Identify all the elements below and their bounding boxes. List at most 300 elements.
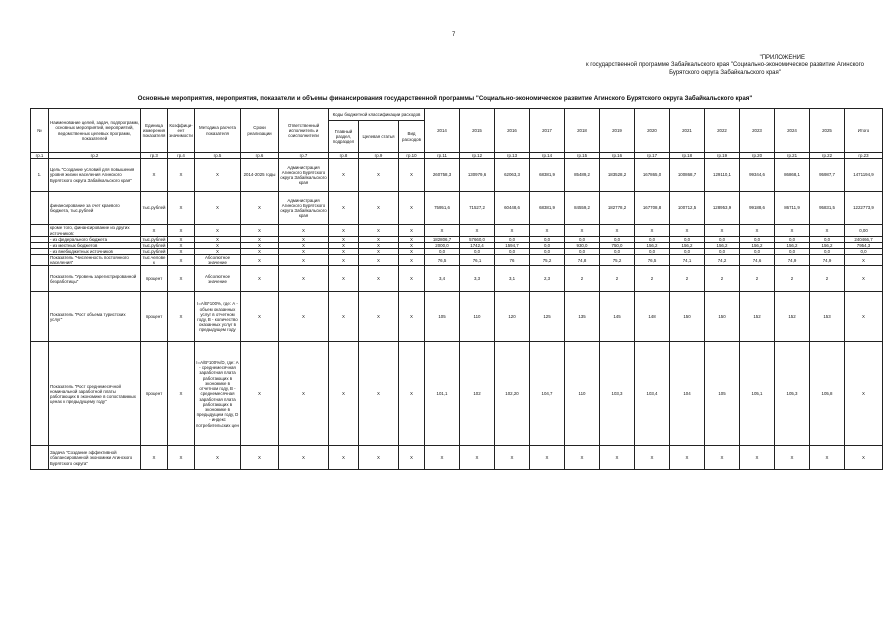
table-cell: 120 <box>495 292 530 342</box>
table-cell: Х <box>329 292 359 342</box>
table-cell: 110 <box>565 342 600 446</box>
table-cell: 104,7 <box>530 342 565 446</box>
table-cell: 0,0 <box>845 249 883 255</box>
table-row <box>31 266 883 292</box>
table-cell: 2 <box>565 266 600 292</box>
table-cell: Х <box>530 446 565 470</box>
table-cell <box>31 192 49 225</box>
table-cell: Х <box>279 225 329 237</box>
table-cell: Показатель "Рост объема туристских услуг" <box>49 292 141 342</box>
table-cell: - из федерального бюджета <box>49 237 141 243</box>
table-cell: 99344,6 <box>740 159 775 192</box>
table-cell: процент <box>141 292 168 342</box>
table-cell: Х <box>241 243 279 249</box>
table-cell: 76,5 <box>635 255 670 266</box>
table-cell: Х <box>195 237 241 243</box>
table-cell: Х <box>168 446 195 470</box>
table-row <box>31 255 883 266</box>
table-cell: 0,0 <box>530 237 565 243</box>
table-cell: 152 <box>740 292 775 342</box>
table-cell: Задача "Создание эффективной сбалансированной экономики Агинского Бурятского округа" <box>49 446 141 470</box>
table-cell: 1742,4 <box>460 243 495 249</box>
column-number-cell: гр.20 <box>740 153 775 159</box>
table-cell: 0,0 <box>600 237 635 243</box>
table-cell: 2 <box>635 266 670 292</box>
table-cell: Цель "Создание условий для повышения уровня жизни населения Агинского Бурятского округа Забайкальского края" <box>49 159 141 192</box>
table-cell: Х <box>241 446 279 470</box>
table-cell: Х <box>329 237 359 243</box>
table-cell: Х <box>329 192 359 225</box>
document-title: Основные мероприятия, мероприятия, показатели и объемы финансирования государственной программы "Социально-экономическое развитие Агинского Бурятского округа Забайкальского края" <box>137 95 753 102</box>
header-code-type: Вид расходов <box>399 121 425 153</box>
table-cell: Х <box>241 192 279 225</box>
table-cell: Х <box>399 446 425 470</box>
table-cell: 145 <box>600 292 635 342</box>
table-cell: Х <box>845 446 883 470</box>
column-number-cell: гр.6 <box>241 153 279 159</box>
table-cell: 100868,7 <box>670 159 705 192</box>
table-cell: Х <box>425 225 460 237</box>
header-codes: Коды бюджетной классификации расходов <box>329 109 425 121</box>
table-cell: Х <box>195 192 241 225</box>
table-cell: Х <box>399 237 425 243</box>
column-number-cell: гр.14 <box>530 153 565 159</box>
header-year: 2024 <box>775 109 810 153</box>
table-cell: 3,3 <box>460 266 495 292</box>
table-cell: 125 <box>530 292 565 342</box>
header-name: Наименование целей, задач, подпрограмм, основных мероприятий, мероприятий, ведомственных целевых программ, показателей <box>49 109 141 153</box>
table-cell: Х <box>329 266 359 292</box>
table-cell: 0,0 <box>530 249 565 255</box>
header-method: Методика расчета показателя <box>195 109 241 153</box>
table-cell: 3,4 <box>425 266 460 292</box>
table-cell: Х <box>168 237 195 243</box>
column-number-cell: гр.3 <box>141 153 168 159</box>
table-cell: Х <box>495 225 530 237</box>
table-cell: Абсолютное значение <box>195 266 241 292</box>
table-cell: Х <box>740 446 775 470</box>
appendix-text: к государственной программе Забайкальского края "Социально-экономическое развитие Агинского Бурятского округа Забайкальского края" <box>585 62 865 76</box>
table-cell: Х <box>241 225 279 237</box>
table-cell: 100712,5 <box>670 192 705 225</box>
column-number-cell: гр.4 <box>168 153 195 159</box>
header-responsible: Ответственный исполнитель и соисполнители <box>279 109 329 153</box>
table-cell: 2 <box>775 266 810 292</box>
table-cell: 76,1 <box>460 255 495 266</box>
table-cell: 102,20 <box>495 342 530 446</box>
table-cell: Х <box>359 249 399 255</box>
table-cell: Х <box>399 159 425 192</box>
table-cell: 0,0 <box>460 249 495 255</box>
table-cell: 68381,9 <box>530 159 565 192</box>
table-cell: 240466,7 <box>845 237 883 243</box>
header-year: 2021 <box>670 109 705 153</box>
table-cell: Х <box>168 249 195 255</box>
table-cell: Х <box>399 255 425 266</box>
table-cell: 0,0 <box>775 237 810 243</box>
table-cell: 0,0 <box>635 237 670 243</box>
table-cell: Х <box>279 243 329 249</box>
column-number-cell: гр.15 <box>565 153 600 159</box>
table-cell: процент <box>141 266 168 292</box>
header-year: 2022 <box>705 109 740 153</box>
table-cell: 3,1 <box>495 266 530 292</box>
table-cell: 0,0 <box>670 249 705 255</box>
table-cell: 74,9 <box>775 255 810 266</box>
table-cell: 105 <box>705 342 740 446</box>
table-cell: 85489,2 <box>565 159 600 192</box>
table-cell <box>31 266 49 292</box>
table-cell: 84559,2 <box>565 192 600 225</box>
header-year: 2019 <box>600 109 635 153</box>
table-cell: тыс.рублей <box>142 237 166 242</box>
table-cell: Х <box>168 292 195 342</box>
column-number-cell: гр.21 <box>775 153 810 159</box>
table-cell: 75951,6 <box>425 192 460 225</box>
column-number-cell: гр.8 <box>329 153 359 159</box>
table-cell: 153 <box>810 292 845 342</box>
table-cell: Х <box>329 243 359 249</box>
table-row <box>31 225 883 237</box>
table-cell: 156,2 <box>775 243 810 249</box>
column-number-cell: гр.7 <box>279 153 329 159</box>
column-number-cell: гр.17 <box>635 153 670 159</box>
table-cell: 68381,9 <box>530 192 565 225</box>
table-cell: Х <box>845 255 883 266</box>
table-cell: 0,0 <box>810 249 845 255</box>
table-cell: Х <box>195 225 241 237</box>
table-row <box>31 292 883 342</box>
header-year: 2020 <box>635 109 670 153</box>
table-cell: Х <box>359 255 399 266</box>
header-year: 2025 <box>810 109 845 153</box>
table-cell: 0,0 <box>705 249 740 255</box>
table-cell: Х <box>279 342 329 446</box>
column-number-cell: гр.19 <box>705 153 740 159</box>
table-cell: 102 <box>460 342 495 446</box>
table-cell: 0,0 <box>740 237 775 243</box>
column-number-cell: гр.13 <box>495 153 530 159</box>
table-cell: Х <box>329 446 359 470</box>
table-cell: - из местных бюджетов <box>49 243 141 249</box>
table-cell: 62063,3 <box>495 159 530 192</box>
table-cell <box>31 342 49 446</box>
table-cell: 2 <box>670 266 705 292</box>
table-cell: 105,1 <box>740 342 775 446</box>
table-cell: 750,0 <box>600 243 635 249</box>
table-cell: Показатель "Рост среднемесячной номинальной заработной платы работающих в экономике в сопоставимых ценах к предыдущему году" <box>49 342 141 446</box>
table-cell: 105,8 <box>810 342 845 446</box>
table-cell: Х <box>168 159 195 192</box>
table-cell: Х <box>399 249 425 255</box>
table-cell: Х <box>195 243 241 249</box>
table-cell: кроме того, финансирование из других источников: <box>49 225 141 237</box>
table-cell: 110 <box>460 292 495 342</box>
program-table <box>30 108 883 470</box>
table-cell: Администрация Агинского Бурятского округа Забайкальского края <box>279 192 329 225</box>
table-cell: Х <box>241 255 279 266</box>
header-year: 2023 <box>740 109 775 153</box>
table-cell: 74,8 <box>565 255 600 266</box>
column-number-cell: гр.5 <box>195 153 241 159</box>
header-term: Сроки реализации <box>241 109 279 153</box>
table-cell: 105 <box>425 292 460 342</box>
table-cell: Х <box>670 446 705 470</box>
table-cell: Х <box>810 446 845 470</box>
table-cell: Х <box>399 192 425 225</box>
table-cell: Х <box>241 237 279 243</box>
header-year: 2014 <box>425 109 460 153</box>
table-cell: Х <box>565 446 600 470</box>
table-cell: 71527,2 <box>460 192 495 225</box>
page-number: 7 <box>452 32 456 38</box>
table-cell: 167865,0 <box>635 159 670 192</box>
table-cell: Х <box>329 249 359 255</box>
table-cell: 156,2 <box>705 243 740 249</box>
table-cell: 76 <box>495 255 530 266</box>
table-cell: Абсолютное значение <box>195 255 241 266</box>
table-cell: 1. <box>31 159 49 192</box>
table-cell: Х <box>359 292 399 342</box>
table-cell: Х <box>168 342 195 446</box>
table-cell: Х <box>279 266 329 292</box>
table-cell: Х <box>705 446 740 470</box>
table-cell: Х <box>359 237 399 243</box>
table-cell: Х <box>359 446 399 470</box>
table-cell: 0,00 <box>845 225 883 237</box>
table-cell: 2000,0 <box>425 243 460 249</box>
table-cell: 57660,0 <box>460 237 495 243</box>
header-year: 2016 <box>495 109 530 153</box>
table-cell: Администрация Агинского Бурятского округа Забайкальского края <box>279 159 329 192</box>
table-cell: I=A/B*100%/D, где: А - среднемесячная заработная плата работающих в экономике в отчетном году, В - среднемесячная заработная плата работающих в экономике в предыдущем году, D - индекс потребительских цен <box>195 342 241 446</box>
table-cell: Х <box>460 225 495 237</box>
table-cell: 150 <box>670 292 705 342</box>
table-cell: Х <box>195 249 241 255</box>
table-cell: 0,0 <box>775 249 810 255</box>
table-cell: 86868,1 <box>775 159 810 192</box>
table-cell: Х <box>845 292 883 342</box>
table-cell: Х <box>359 342 399 446</box>
table-cell: тыс.рублей <box>142 249 166 254</box>
table-cell: 1471194,9 <box>845 159 883 192</box>
header-unit: Единица измерения показателя <box>141 109 168 153</box>
table-cell: 0,0 <box>495 237 530 243</box>
table-cell: Х <box>195 159 241 192</box>
header-num: № <box>31 109 49 153</box>
table-cell: Х <box>279 237 329 243</box>
table-cell: 0,0 <box>425 249 460 255</box>
table-cell: 182778,2 <box>600 192 635 225</box>
table-cell: 156,2 <box>740 243 775 249</box>
table-cell: 99188,6 <box>740 192 775 225</box>
table-cell: Показатель "Уровень зарегистрированной безработицы" <box>49 266 141 292</box>
table-cell: тыс.рублей <box>141 192 168 225</box>
table-cell: 74,1 <box>670 255 705 266</box>
table-cell: 103,4 <box>635 342 670 446</box>
column-number-cell: гр.12 <box>460 153 495 159</box>
table-cell: Х <box>670 225 705 237</box>
table-cell: Х <box>845 266 883 292</box>
table-cell: 0,0 <box>635 249 670 255</box>
table-cell: финансирование за счет краевого бюджета, тыс.рублей <box>49 192 141 225</box>
table-cell: Х <box>399 342 425 446</box>
table-cell: Х <box>241 249 279 255</box>
table-cell: 76,5 <box>425 255 460 266</box>
table-cell: Х <box>279 446 329 470</box>
table-cell: Х <box>530 225 565 237</box>
table-cell: Х <box>460 446 495 470</box>
table-cell: 86711,9 <box>775 192 810 225</box>
table-cell: 0,0 <box>530 243 565 249</box>
column-number-cell: гр.1 <box>31 153 49 159</box>
table-cell <box>31 225 49 237</box>
table-cell: 2014-2025 годы <box>241 159 279 192</box>
table-cell: 95987,7 <box>810 159 845 192</box>
table-cell: 2 <box>705 266 740 292</box>
table-cell: Показатель "Численность постоянного населения" <box>49 255 141 266</box>
table-cell: 0,0 <box>740 249 775 255</box>
table-cell: 0,0 <box>565 237 600 243</box>
table-cell: Х <box>399 266 425 292</box>
table-cell: 0,0 <box>600 249 635 255</box>
table-cell: 1594,7 <box>495 243 530 249</box>
table-cell: 150 <box>705 292 740 342</box>
table-cell: Х <box>399 292 425 342</box>
column-number-cell: гр.23 <box>845 153 883 159</box>
table-cell: Х <box>600 225 635 237</box>
table-cell: 0,0 <box>705 237 740 243</box>
table-cell <box>31 255 49 266</box>
table-cell: Х <box>495 446 530 470</box>
table-cell: 74,9 <box>810 255 845 266</box>
table-cell: Х <box>241 266 279 292</box>
table-cell: 2 <box>810 266 845 292</box>
table-cell: Х <box>359 159 399 192</box>
table-cell: Х <box>635 225 670 237</box>
table-cell: Х <box>168 266 195 292</box>
table-cell: 135 <box>565 292 600 342</box>
table-cell: 156,2 <box>670 243 705 249</box>
table-cell: Х <box>425 446 460 470</box>
column-number-cell: гр.9 <box>359 153 399 159</box>
table-cell: Х <box>329 159 359 192</box>
table-cell: 75,2 <box>600 255 635 266</box>
table-cell: Х <box>399 243 425 249</box>
table-cell: 128953,9 <box>705 192 740 225</box>
header-year: 2015 <box>460 109 495 153</box>
table-row <box>31 159 883 192</box>
table-cell: 75,2 <box>530 255 565 266</box>
table-cell: Х <box>141 446 168 470</box>
table-cell: 156,2 <box>635 243 670 249</box>
table-cell: Х <box>600 446 635 470</box>
header-code-target: Целевая статья <box>359 121 399 153</box>
table-cell: 105,3 <box>775 342 810 446</box>
table-cell: 182806,7 <box>425 237 460 243</box>
column-number-cell: гр.18 <box>670 153 705 159</box>
table-cell: 2 <box>600 266 635 292</box>
table-cell: Х <box>329 342 359 446</box>
column-number-cell: гр.22 <box>810 153 845 159</box>
table-cell: процент <box>141 342 168 446</box>
table-cell: 74,2 <box>705 255 740 266</box>
table-cell: 167708,8 <box>635 192 670 225</box>
table-row <box>31 342 883 446</box>
table-cell: 1222773,9 <box>845 192 883 225</box>
table-cell: 74,6 <box>740 255 775 266</box>
table-cell: Х <box>279 255 329 266</box>
header-code-main: Главный раздел, подраздел <box>329 121 359 153</box>
table-cell: Х <box>740 225 775 237</box>
table-cell: 104 <box>670 342 705 446</box>
table-cell: Х <box>329 225 359 237</box>
table-cell: Х <box>168 243 195 249</box>
table-cell: I=A/B*100%, где: А - объем оказанных услуг в отчетном году, В - количество оказанных услуг в предыдущем году <box>195 292 241 342</box>
header-year: 2017 <box>530 109 565 153</box>
column-number-cell: гр.10 <box>399 153 425 159</box>
table-cell: Х <box>141 159 168 192</box>
table-cell: Х <box>359 266 399 292</box>
appendix-note <box>575 55 875 77</box>
table-cell: Х <box>565 225 600 237</box>
header-year: 2018 <box>565 109 600 153</box>
table-cell: 101,1 <box>425 342 460 446</box>
table-cell: 7954,3 <box>845 243 883 249</box>
table-cell: 130979,6 <box>460 159 495 192</box>
table-row <box>31 446 883 470</box>
table-cell: 0,0 <box>565 249 600 255</box>
table-cell: 156,2 <box>810 243 845 249</box>
column-number-cell: гр.16 <box>600 153 635 159</box>
table-cell: Х <box>329 255 359 266</box>
table-cell: Х <box>399 225 425 237</box>
table-cell: Х <box>810 225 845 237</box>
table-cell: 0,0 <box>495 249 530 255</box>
table-cell: Х <box>359 192 399 225</box>
column-number-cell: гр.11 <box>425 153 460 159</box>
table-cell: тыс.человек <box>141 255 168 266</box>
table-cell: Х <box>141 225 168 237</box>
table-cell: тыс.рублей <box>142 243 166 248</box>
appendix-heading: "ПРИЛОЖЕНИЕ <box>759 55 805 61</box>
table-cell: Х <box>359 225 399 237</box>
table-cell: Х <box>775 446 810 470</box>
table-cell: Х <box>359 243 399 249</box>
table-cell: Х <box>195 446 241 470</box>
table-cell: 0,0 <box>670 237 705 243</box>
table-cell: 930,0 <box>565 243 600 249</box>
table-cell: Х <box>241 292 279 342</box>
table-cell: Х <box>168 192 195 225</box>
table-cell: Х <box>168 255 195 266</box>
table-cell: 183528,2 <box>600 159 635 192</box>
table-cell: Х <box>168 225 195 237</box>
table-cell: 152 <box>775 292 810 342</box>
table-cell: 103,3 <box>600 342 635 446</box>
table-cell: Х <box>845 342 883 446</box>
table-row <box>31 192 883 225</box>
table-cell: 2,3 <box>530 266 565 292</box>
table-cell: 95831,5 <box>810 192 845 225</box>
table-cell: 148 <box>635 292 670 342</box>
table-cell: Х <box>279 249 329 255</box>
table-cell: 0,0 <box>810 237 845 243</box>
table-cell <box>31 292 49 342</box>
table-cell: Х <box>241 342 279 446</box>
table-cell: Х <box>705 225 740 237</box>
column-number-cell: гр.2 <box>49 153 141 159</box>
